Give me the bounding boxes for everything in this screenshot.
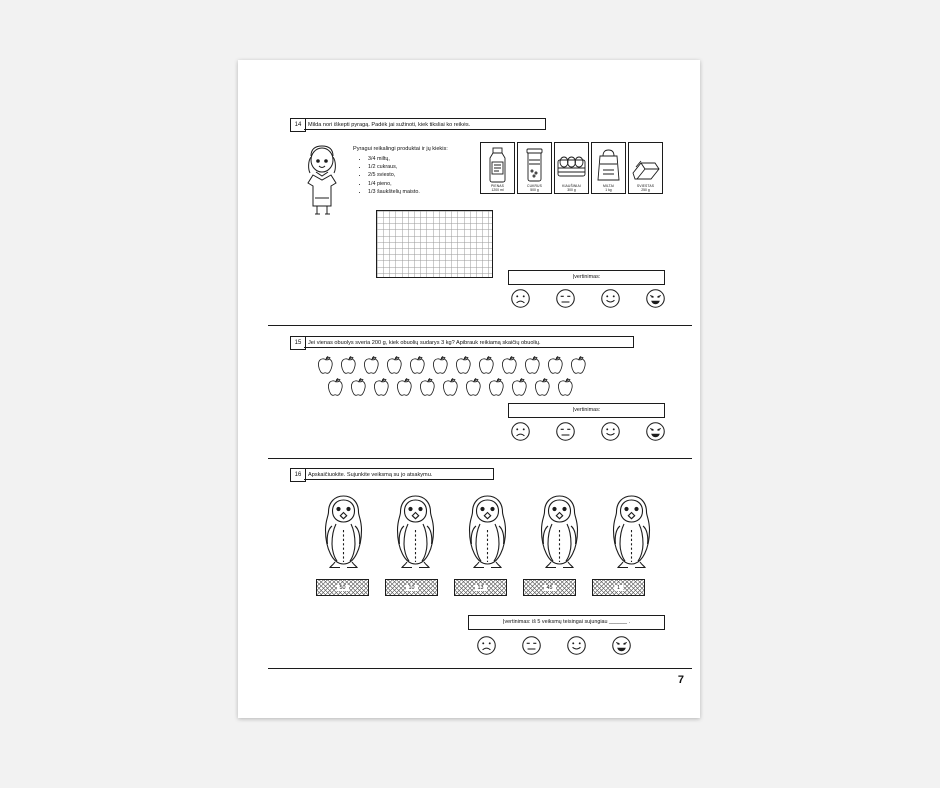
product-amount: 250 g [641, 188, 650, 192]
girl-illustration [302, 144, 342, 216]
apple-icon[interactable] [316, 354, 336, 376]
product-sugar [517, 142, 552, 194]
ingredient-item: • 1/2 cukraus, [368, 163, 420, 171]
apple-icon[interactable] [395, 376, 415, 398]
task-15-prompt: Jei vienas obuolys sveria 200 g, kiek obuolių sudarys 3 kg? Apibrauk reikiamą skaičių obuolių. [304, 336, 634, 348]
sad-face-icon[interactable] [510, 421, 531, 442]
apple-icon[interactable] [569, 354, 589, 376]
answer-cell[interactable] [592, 579, 645, 596]
task-15-number: 15 [290, 336, 306, 350]
sad-face-icon[interactable] [510, 288, 531, 309]
worksheet-page [238, 60, 700, 718]
answer-cell[interactable] [316, 579, 369, 596]
product-name: SVIESTAS [636, 184, 655, 188]
neutral-face-icon[interactable] [521, 635, 542, 656]
apple-icon[interactable] [326, 376, 346, 398]
ingredient-item: • 1/3 šaukštelių maisto. [368, 188, 420, 196]
apple-row-2[interactable] [326, 376, 579, 398]
answer-cell[interactable] [523, 579, 576, 596]
apple-icon[interactable] [408, 354, 428, 376]
task-16-number: 16 [290, 468, 306, 482]
penguin-icon [316, 490, 371, 570]
task-14-number: 14 [290, 118, 306, 132]
apple-icon[interactable] [523, 354, 543, 376]
apple-icon[interactable] [464, 376, 484, 398]
product-amount: 1200 ml [491, 188, 504, 192]
penguin-icon [532, 490, 587, 570]
answer-value: 1 [614, 585, 623, 591]
page-content [268, 60, 700, 718]
answer-value: 50 [337, 585, 349, 591]
apple-row-1[interactable] [316, 354, 592, 376]
product-butter [628, 142, 663, 194]
product-eggs [554, 142, 589, 194]
divider-14-15 [268, 325, 692, 326]
smile-face-icon[interactable] [600, 288, 621, 309]
answer-value: 13 [475, 585, 487, 591]
task-15-faces[interactable] [510, 421, 666, 442]
apple-icon[interactable] [349, 376, 369, 398]
apple-icon[interactable] [487, 376, 507, 398]
ingredient-item: • 2/5 sviesto, [368, 171, 420, 179]
answer-value: 45 [544, 585, 556, 591]
task-15-eval-box[interactable]: Įvertinimas: [508, 403, 665, 418]
task-16-eval-box[interactable]: Įvertinimas: iš 5 veiksmų teisingai sujungiau ______ . [468, 615, 665, 630]
grin-face-icon[interactable] [645, 288, 666, 309]
apple-icon[interactable] [441, 376, 461, 398]
divider-15-16 [268, 458, 692, 459]
product-name: MILTAI [602, 184, 615, 188]
grin-face-icon[interactable] [645, 421, 666, 442]
ingredients-title: Pyragui reikalingi produktai ir jų kiekis: [353, 146, 448, 152]
task-16-faces[interactable] [476, 635, 632, 656]
apple-icon[interactable] [556, 376, 576, 398]
answer-value: 10 [406, 585, 418, 591]
smile-face-icon[interactable] [600, 421, 621, 442]
apple-icon[interactable] [546, 354, 566, 376]
grin-face-icon[interactable] [611, 635, 632, 656]
apple-icon[interactable] [510, 376, 530, 398]
penguin-icon [460, 490, 515, 570]
product-name: PIENAS [490, 184, 505, 188]
task-14-prompt: Milda nori iškepti pyragą. Padėk jai sužinoti, kiek tiksliai ko reikės. [304, 118, 546, 130]
answer-grid[interactable] [376, 210, 493, 278]
product-milk [480, 142, 515, 194]
product-name: CUKRUS [527, 184, 542, 188]
task-14-eval-box[interactable]: Įvertinimas: [508, 270, 665, 285]
product-name: KIAUŠINIAI [562, 184, 581, 188]
product-flour [591, 142, 626, 194]
apple-icon[interactable] [339, 354, 359, 376]
product-amount: 300 g [567, 188, 576, 192]
penguin-icon [604, 490, 659, 570]
product-amount: 1 kg [605, 188, 612, 192]
divider-footer [268, 668, 692, 669]
penguin-row [316, 490, 659, 570]
apple-icon[interactable] [500, 354, 520, 376]
answer-cell[interactable] [385, 579, 438, 596]
penguin-icon [388, 490, 443, 570]
neutral-face-icon[interactable] [555, 421, 576, 442]
apple-icon[interactable] [418, 376, 438, 398]
apple-icon[interactable] [362, 354, 382, 376]
page-number: 7 [677, 674, 684, 686]
neutral-face-icon[interactable] [555, 288, 576, 309]
apple-icon[interactable] [372, 376, 392, 398]
sad-face-icon[interactable] [476, 635, 497, 656]
ingredient-item: • 3/4 miltų, [368, 155, 420, 163]
smile-face-icon[interactable] [566, 635, 587, 656]
apple-icon[interactable] [533, 376, 553, 398]
answer-row[interactable] [316, 579, 645, 596]
task-14-faces[interactable] [510, 288, 666, 309]
ingredient-item: • 1/4 pieno, [368, 180, 420, 188]
task-16-prompt: Apskaičiuokite. Sujunkite veiksmą su jo atsakymu. [304, 468, 494, 480]
answer-cell[interactable] [454, 579, 507, 596]
apple-icon[interactable] [477, 354, 497, 376]
apple-icon[interactable] [454, 354, 474, 376]
apple-icon[interactable] [431, 354, 451, 376]
product-amount: 500 g [530, 188, 539, 192]
apple-icon[interactable] [385, 354, 405, 376]
ingredients-list [360, 155, 420, 196]
